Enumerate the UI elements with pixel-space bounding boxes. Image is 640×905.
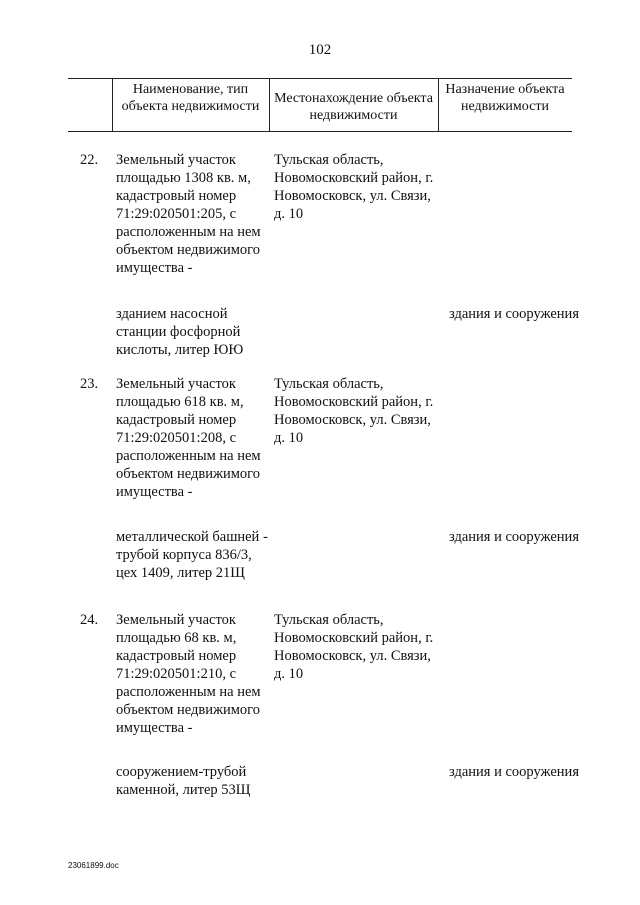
header-purpose: Назначение объекта недвижимости [445, 82, 565, 114]
row-location: Тульская область, Новомосковский район, г. Новомосковск, ул. Связи, д. 10 [274, 152, 434, 222]
header-name: Наименование, тип объекта недвижимости [121, 82, 260, 114]
row-object-description: зданием насосной станции фосфорной кислоты, литер ЮЮ [116, 306, 244, 358]
row-object-description: металлической башней - трубой корпуса 836/3, цех 1409, литер 21Щ [116, 529, 268, 581]
row-land-description: Земельный участок площадью 618 кв. м, кадастровый номер 71:29:020501:208, с расположенным на нем объектом недвижимого имущества - [116, 376, 261, 500]
row-number: 23. [80, 376, 99, 392]
header-location: Местонахождение объекта недвижимости [274, 91, 433, 123]
row-location: Тульская область, Новомосковский район, г. Новомосковск, ул. Связи, д. 10 [274, 612, 434, 682]
row-land-description: Земельный участок площадью 68 кв. м, кадастровый номер 71:29:020501:210, с расположенным на нем объектом недвижимого имущества - [116, 612, 261, 736]
page-number: 102 [308, 42, 332, 58]
row-purpose: здания и сооружения [449, 529, 579, 545]
table-top-rule [68, 78, 572, 79]
row-purpose: здания и сооружения [449, 764, 579, 780]
table-header-bottom-rule [68, 131, 572, 132]
row-number: 24. [80, 612, 99, 628]
row-location: Тульская область, Новомосковский район, г. Новомосковск, ул. Связи, д. 10 [274, 376, 434, 446]
document-footer: 23061899.doc [68, 861, 119, 870]
row-purpose: здания и сооружения [449, 306, 579, 322]
row-land-description: Земельный участок площадью 1308 кв. м, кадастровый номер 71:29:020501:205, с расположенным на нем объектом недвижимого имущества - [116, 152, 261, 276]
row-object-description: сооружением-трубой каменной, литер 53Щ [116, 764, 251, 798]
row-number: 22. [80, 152, 99, 168]
